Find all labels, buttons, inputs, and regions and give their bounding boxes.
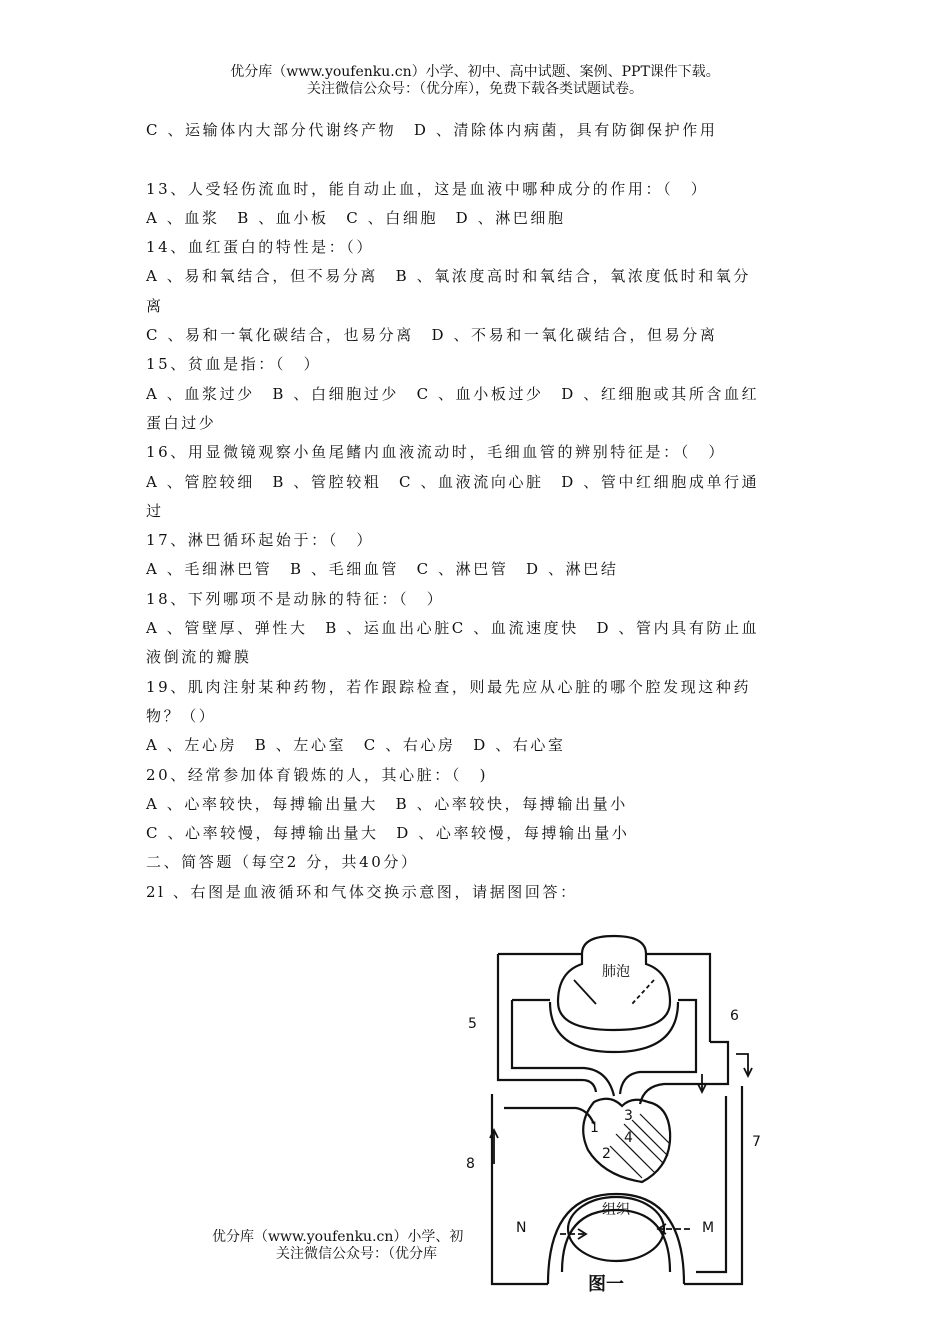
vessel-label-8: 8: [466, 1156, 475, 1172]
tissue-label: 组织: [602, 1202, 630, 1218]
letter-label-m: M: [702, 1220, 715, 1236]
question-18: 18、下列哪项不是动脉的特征：（ ）: [146, 589, 445, 608]
question-21: 2l 、右图是血液循环和气体交换示意图，请据图回答：: [146, 882, 578, 901]
alveolus-capillary-arc: [550, 1002, 678, 1052]
question-19-b: 物？（）: [146, 706, 217, 725]
figure-caption: 图一: [588, 1274, 624, 1295]
vessel-8: [492, 1094, 548, 1284]
question-19-a: 19、肌肉注射某种药物，若作跟踪检查，则最先应从心脏的哪个腔发现这种药: [146, 677, 752, 696]
question-20: 20、经常参加体育锻炼的人，其心脏：（ ): [146, 765, 489, 784]
flow-arrows: [490, 980, 752, 1239]
options-16-a: A 、管腔较细 B 、管腔较粗 C 、血液流向心脏 D 、管中红细胞成单行通: [146, 472, 760, 491]
vessel-8-inner: [504, 1108, 594, 1124]
options-14-c: C 、易和一氧化碳结合，也易分离 D 、不易和一氧化碳结合，但易分离: [146, 326, 718, 345]
footer-line-2: 关注微信公众号：（优分库: [276, 1246, 437, 1262]
chamber-label-1: 1: [590, 1120, 599, 1136]
options-20-a: A 、心率较快，每搏输出量大 B 、心率较快，每搏输出量小: [146, 794, 628, 813]
options-16-b: 过: [146, 501, 164, 520]
question-14: 14、血红蛋白的特性是：（）: [146, 238, 374, 257]
options-14-b: 离: [146, 296, 164, 315]
vessel-label-6: 6: [730, 1008, 739, 1024]
alveolus-label: 肺泡: [602, 964, 630, 980]
heart-hatching: [610, 1114, 670, 1178]
page-header: [0, 64, 950, 98]
vessel-right-descend: [684, 1086, 742, 1284]
vessel-label-5: 5: [468, 1016, 477, 1032]
alveolus-shape: [558, 936, 670, 1030]
blank-line: [146, 145, 806, 174]
vessel-inner-right: [620, 1000, 696, 1094]
tissue-inner-arc: [562, 1210, 670, 1272]
options-14-a: A 、易和氧结合，但不易分离 B 、氧浓度高时和氧结合，氧浓度低时和氧分: [146, 267, 751, 286]
question-17: 17、淋巴循环起始于：（ ）: [146, 531, 374, 550]
header-line-2: 关注微信公众号：（优分库），免费下载各类试题试卷。: [307, 81, 643, 97]
options-20-b: C 、心率较慢，每搏输出量大 D 、心率较慢，每搏输出量小: [146, 824, 630, 843]
options-15-b: 蛋白过少: [146, 413, 217, 432]
options-17: A 、毛细淋巴管 B 、毛细血管 C 、淋巴管 D 、淋巴结: [146, 560, 619, 579]
chamber-label-2: 2: [602, 1146, 611, 1162]
chamber-label-3: 3: [624, 1108, 633, 1124]
question-body: [146, 116, 806, 907]
text-line: C 、运输体内大部分代谢终产物 D 、清除体内病菌，具有防御保护作用: [146, 121, 718, 139]
options-19: A 、左心房 B 、左心室 C 、右心房 D 、右心室: [146, 736, 566, 755]
vessel-inner-left: [512, 1000, 614, 1096]
outer-loop-line-right: [646, 954, 710, 1042]
options-15-a: A 、血浆过少 B 、白细胞过少 C 、血小板过少 D 、红细胞或其所含血红: [146, 384, 760, 403]
question-16: 16、用显微镜观察小鱼尾鳍内血液流动时，毛细血管的辨别特征是：（ ）: [146, 443, 726, 462]
options-18-b: 液倒流的瓣膜: [146, 648, 252, 667]
header-line-1: 优分库（www.youfenku.cn）小学、初中、高中试题、案例、PPT课件下载。: [230, 64, 720, 80]
footer-line-1: 优分库（www.youfenku.cn）小学、初: [212, 1229, 464, 1245]
circulation-diagram: [464, 924, 774, 1304]
options-18-a: A 、管壁厚、弹性大 B 、运血出心脏C 、血流速度快 D 、管内具有防止血: [146, 619, 760, 638]
vessel-7: [696, 1096, 726, 1272]
letter-label-n: N: [516, 1220, 527, 1236]
vessel-label-7: 7: [752, 1134, 761, 1150]
circulation-diagram-svg: [464, 924, 774, 1304]
section-heading: 二、简答题（每空2 分，共40分）: [146, 853, 419, 872]
options-13: A 、血浆 B 、血小板 C 、白细胞 D 、淋巴细胞: [146, 208, 566, 227]
chamber-label-4: 4: [624, 1130, 633, 1146]
question-15: 15、贫血是指：（ ）: [146, 355, 322, 374]
question-13: 13、人受轻伤流血时，能自动止血，这是血液中哪种成分的作用：（ ）: [146, 179, 709, 198]
page-footer: [212, 1229, 474, 1263]
